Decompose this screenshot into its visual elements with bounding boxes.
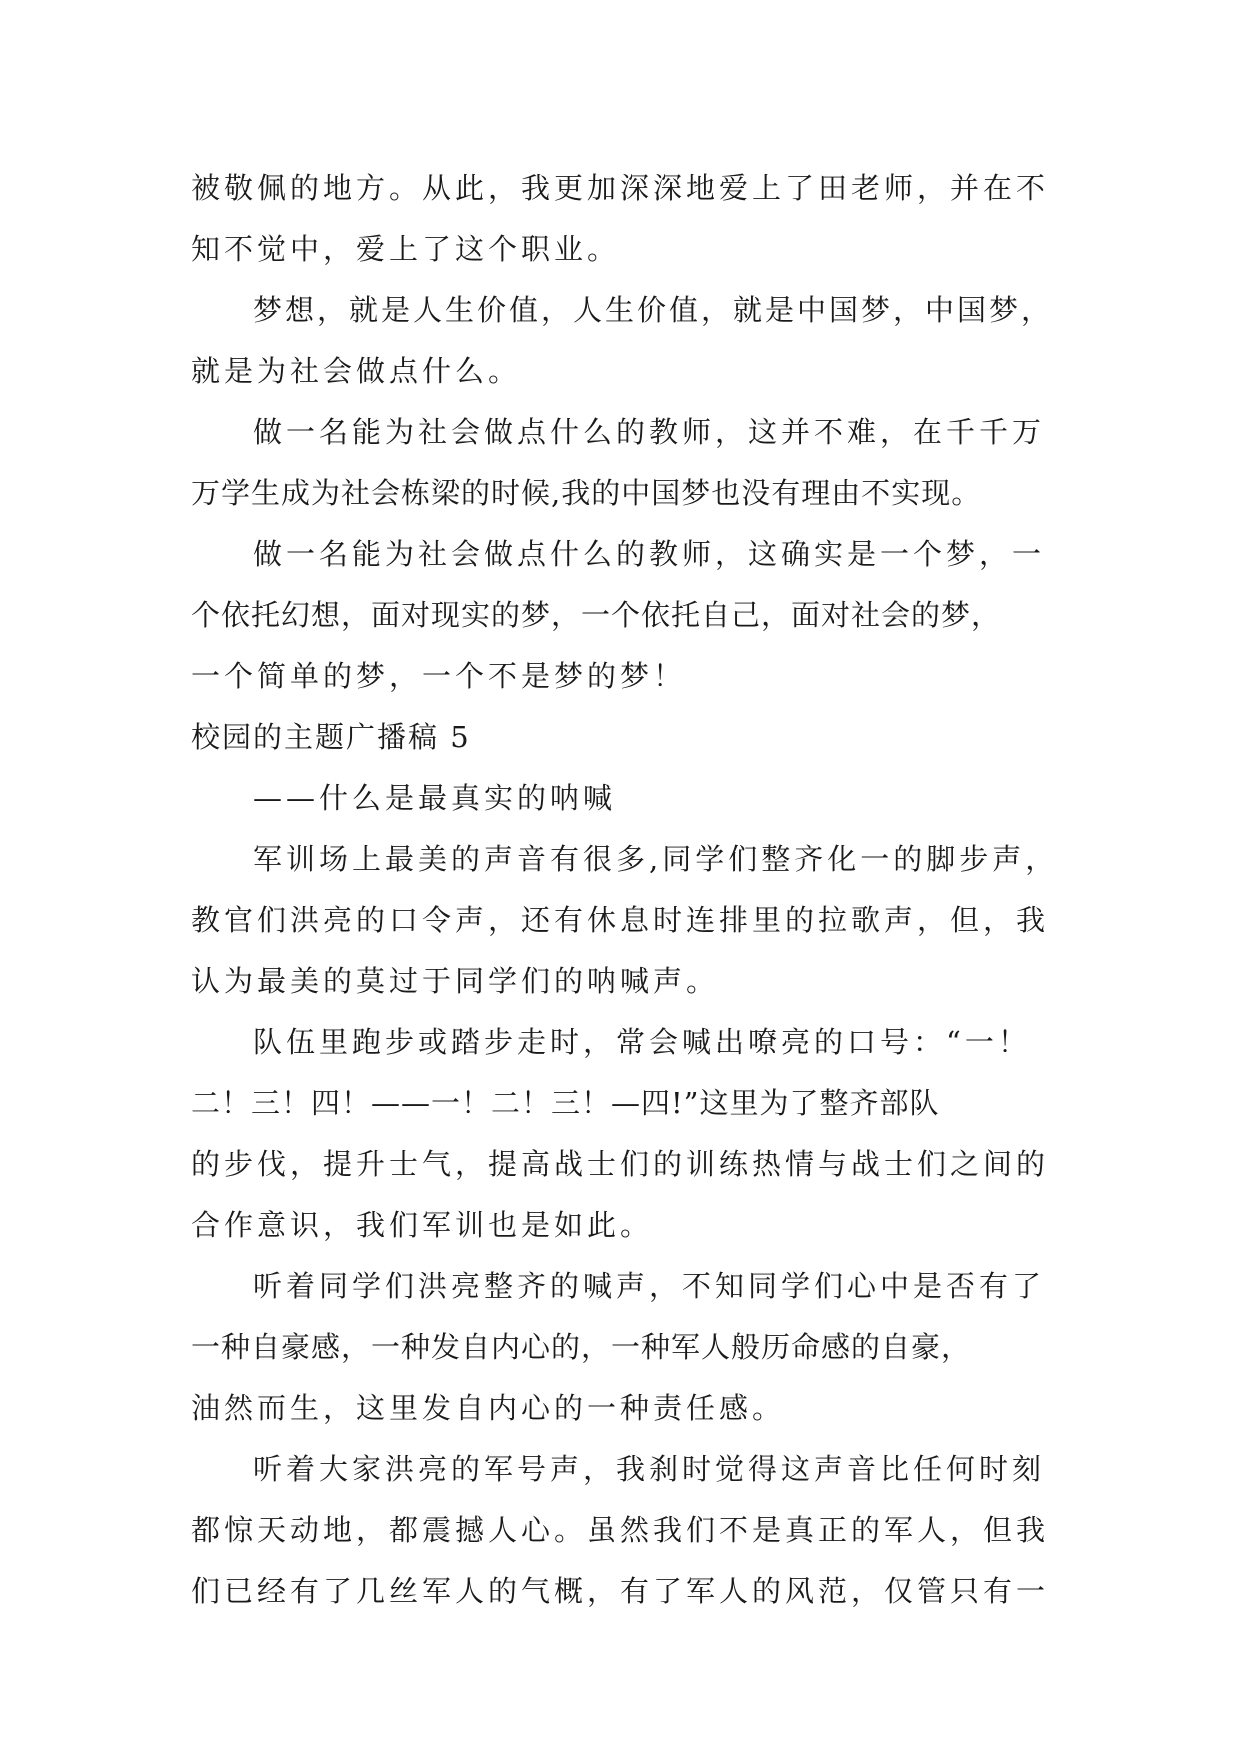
paragraph-start: 听着同学们洪亮整齐的喊声，不知同学们心中是否有了	[253, 1269, 1046, 1303]
text-line: 们已经有了几丝军人的气概，有了军人的风范，仅管只有一	[191, 1574, 1050, 1608]
text-line: 被敬佩的地方。从此，我更加深深地爱上了田老师，并在不	[191, 171, 1050, 205]
text-line: 知不觉中，爱上了这个职业。	[191, 232, 621, 266]
text-line: 万学生成为社会栋梁的时候,我的中国梦也没有理由不实现。	[191, 476, 982, 510]
section-subtitle: ——什么是最真实的呐喊	[253, 781, 617, 815]
text-line: 的步伐，提升士气，提高战士们的训练热情与战士们之间的	[191, 1147, 1050, 1181]
paragraph-start: 听着大家洪亮的军号声，我刹时觉得这声音比任何时刻	[253, 1452, 1046, 1486]
text-line: 油然而生，这里发自内心的一种责任感。	[191, 1391, 786, 1425]
text-line: 都惊天动地，都震撼人心。虽然我们不是真正的军人，但我	[191, 1513, 1050, 1547]
text-line: 一种自豪感，一种发自内心的，一种军人般历命感的自豪，	[191, 1330, 972, 1364]
paragraph-start: 做一名能为社会做点什么的教师，这确实是一个梦，一	[253, 537, 1046, 571]
section-heading: 校园的主题广播稿 5	[191, 720, 471, 754]
paragraph-start: 做一名能为社会做点什么的教师，这并不难，在千千万	[253, 415, 1046, 449]
text-line: 一个简单的梦，一个不是梦的梦！	[191, 659, 687, 693]
paragraph-start: 梦想，就是人生价值，人生价值，就是中国梦，中国梦，	[253, 293, 1054, 327]
text-line: 个依托幻想，面对现实的梦，一个依托自己，面对社会的梦，	[191, 598, 1002, 632]
text-line: 认为最美的莫过于同学们的呐喊声。	[191, 964, 720, 998]
document-body	[191, 158, 1061, 1622]
text-line: 教官们洪亮的口令声，还有休息时连排里的拉歌声，但，我	[191, 903, 1050, 937]
text-line: 二！三！四！——一！二！三！—四!”这里为了整齐部队	[191, 1086, 940, 1120]
text-line: 合作意识，我们军训也是如此。	[191, 1208, 654, 1242]
paragraph-start: 军训场上最美的声音有很多,同学们整齐化一的脚步声，	[253, 842, 1059, 876]
paragraph-start: 队伍里跑步或踏步走时，常会喊出嘹亮的口号：“一！	[253, 1025, 1031, 1059]
text-line: 就是为社会做点什么。	[191, 354, 522, 388]
